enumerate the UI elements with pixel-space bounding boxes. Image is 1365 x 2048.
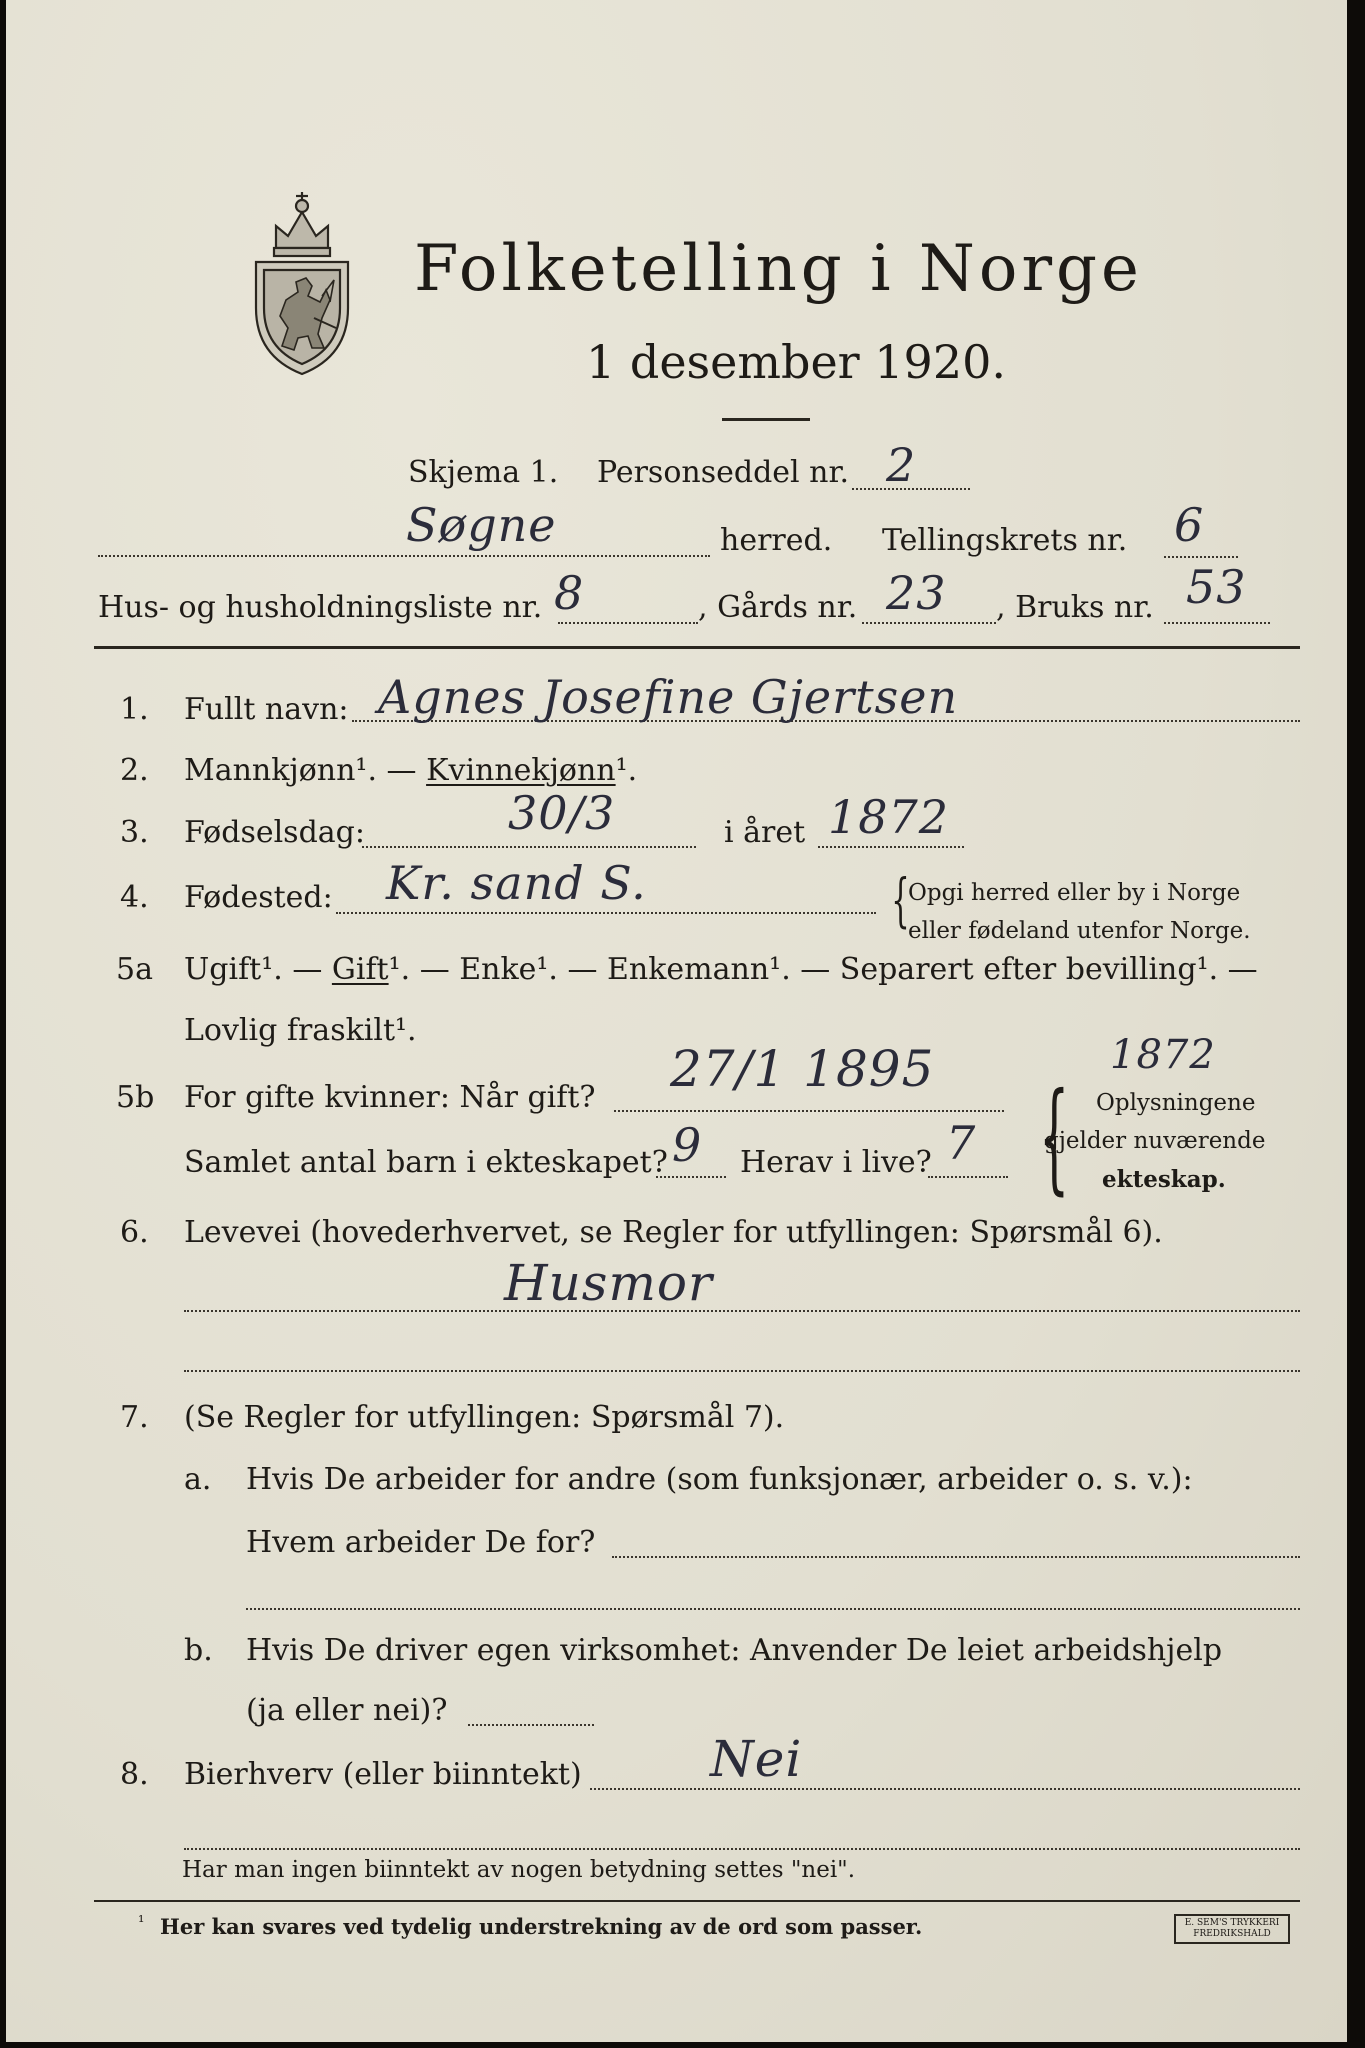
- q5a-divorced: Lovlig fraskilt¹.: [184, 1013, 417, 1048]
- q6-line-2: [184, 1370, 1300, 1372]
- page-title: Folketelling i Norge: [414, 232, 1143, 306]
- bruks-value: 53: [1186, 560, 1247, 614]
- q6-number: 6.: [120, 1215, 149, 1250]
- q5b-brace: {: [1038, 1068, 1070, 1207]
- q1-number: 1.: [120, 692, 149, 727]
- herred-label: herred.: [720, 523, 833, 558]
- herred-value: Søgne: [406, 498, 557, 552]
- hus-value: 8: [554, 566, 585, 620]
- q3-year-value: 1872: [828, 790, 950, 844]
- hus-label: Hus- og husholdningsliste nr.: [98, 590, 543, 625]
- q6-line-1: [184, 1310, 1300, 1312]
- printer-city: FREDRIKSHALD: [1193, 1929, 1271, 1939]
- tellingskrets-label: Tellingskrets nr.: [882, 523, 1128, 558]
- q5b-note-2: gjelder nuværende: [1044, 1128, 1266, 1154]
- q7a-line-2: [246, 1608, 1300, 1610]
- q1-value: Agnes Josefine Gjertsen: [378, 670, 959, 724]
- q6-label: Levevei (hovederhvervet, se Regler for utfyllingen: Spørsmål 6).: [184, 1215, 1163, 1250]
- q3-number: 3.: [120, 815, 149, 850]
- q5b-children-value: 9: [672, 1118, 703, 1172]
- footnote-divider: [94, 1900, 1300, 1902]
- q4-note-1: Opgi herred eller by i Norge: [908, 880, 1241, 906]
- q3-value: 30/3: [508, 786, 616, 840]
- q3-year-line: [818, 846, 964, 848]
- q1-label: Fullt navn:: [184, 692, 349, 727]
- q5a-options: [184, 952, 1258, 987]
- q4-brace: {: [891, 866, 910, 934]
- q5b-alive-line: [928, 1176, 1008, 1178]
- q8-line: [590, 1788, 1300, 1790]
- hus-line: [558, 622, 698, 624]
- q5a-unmarried: Ugift¹. —: [184, 952, 323, 987]
- q4-number: 4.: [120, 880, 149, 915]
- q6-value: Husmor: [504, 1254, 713, 1312]
- q7a-sub: Hvem arbeider De for?: [246, 1525, 596, 1560]
- q5a-others: ¹. — Enke¹. — Enkemann¹. — Separert efter bevilling¹. —: [388, 952, 1258, 987]
- biinntekt-note: Har man ingen biinntekt av nogen betydning settes "nei".: [182, 1857, 856, 1883]
- q5b-alive-value: 7: [946, 1116, 977, 1170]
- personseddel-value: 2: [886, 438, 917, 492]
- q5b-extra-value: 1872: [1110, 1032, 1216, 1078]
- q2-number: 2.: [120, 753, 149, 788]
- coat-of-arms-icon: [246, 178, 358, 378]
- q5b-note-1: Oplysningene: [1096, 1090, 1256, 1116]
- q2-male: Mannkjønn¹. —: [184, 753, 417, 788]
- q8-extra-line: [184, 1848, 1300, 1850]
- printer-stamp: [1174, 1914, 1290, 1944]
- footnote-text: Her kan svares ved tydelig understrekning av de ord som passer.: [160, 1914, 923, 1939]
- q3-line: [362, 846, 696, 848]
- bleed-through: [1247, 120, 1347, 1420]
- bruks-label: , Bruks nr.: [996, 590, 1154, 625]
- gards-label: , Gårds nr.: [698, 590, 858, 625]
- census-form: [6, 0, 1347, 2042]
- q5b-children-label: Samlet antal barn i ekteskapet?: [184, 1145, 668, 1180]
- header-divider: [94, 646, 1300, 649]
- q7-label: (Se Regler for utfyllingen: Spørsmål 7).: [184, 1400, 785, 1435]
- q5b-number: 5b: [116, 1080, 155, 1115]
- q4-line: [336, 912, 876, 914]
- q3-label: Fødselsdag:: [184, 815, 365, 850]
- bruks-line: [1164, 622, 1270, 624]
- q7b-label: Hvis De driver egen virksomhet: Anvender De leiet arbeidshjelp: [246, 1633, 1223, 1668]
- q7b-line: [468, 1724, 594, 1726]
- q2-footnote: ¹.: [615, 753, 638, 788]
- q5b-label: For gifte kvinner: Når gift?: [184, 1080, 596, 1115]
- schema-label: Skjema 1.: [408, 455, 559, 490]
- tellingskrets-value: 6: [1174, 498, 1205, 552]
- title-divider: [722, 418, 810, 421]
- footnote-mark: ¹: [138, 1912, 145, 1931]
- q5a-number: 5a: [116, 952, 153, 987]
- q7a-label: Hvis De arbeider for andre (som funksjonær, arbeider o. s. v.):: [246, 1462, 1193, 1497]
- q8-number: 8.: [120, 1757, 149, 1792]
- q8-label: Bierhverv (eller biinntekt): [184, 1757, 582, 1792]
- q2-gender: [184, 753, 637, 788]
- gards-value: 23: [886, 566, 947, 620]
- q4-label: Fødested:: [184, 880, 333, 915]
- q5b-note-3: ekteskap.: [1102, 1166, 1226, 1193]
- printer-name: E. SEM'S TRYKKERI: [1184, 1918, 1280, 1928]
- q5b-line: [614, 1110, 1004, 1112]
- q4-note-2: eller fødeland utenfor Norge.: [908, 918, 1251, 944]
- q7-number: 7.: [120, 1400, 149, 1435]
- q3-year-label: i året: [724, 815, 806, 850]
- q5a-married-underlined: Gift: [331, 952, 389, 987]
- q7b-letter: b.: [184, 1633, 213, 1668]
- census-date: 1 desember 1920.: [586, 335, 1006, 389]
- q5b-alive-label: Herav i live?: [740, 1145, 932, 1180]
- q7a-line-1: [612, 1556, 1300, 1558]
- personseddel-label: Personseddel nr.: [597, 455, 850, 490]
- herred-line: [98, 555, 710, 557]
- q7b-sub: (ja eller nei)?: [246, 1693, 448, 1728]
- tellingskrets-line: [1164, 556, 1238, 558]
- gards-line: [862, 622, 996, 624]
- q2-female-underlined: Kvinnekjønn: [426, 753, 616, 788]
- q5b-children-line: [656, 1176, 726, 1178]
- q8-value: Nei: [710, 1730, 803, 1788]
- q4-value: Kr. sand S.: [386, 856, 647, 910]
- q7a-letter: a.: [184, 1462, 212, 1497]
- q5b-value: 27/1 1895: [670, 1040, 935, 1098]
